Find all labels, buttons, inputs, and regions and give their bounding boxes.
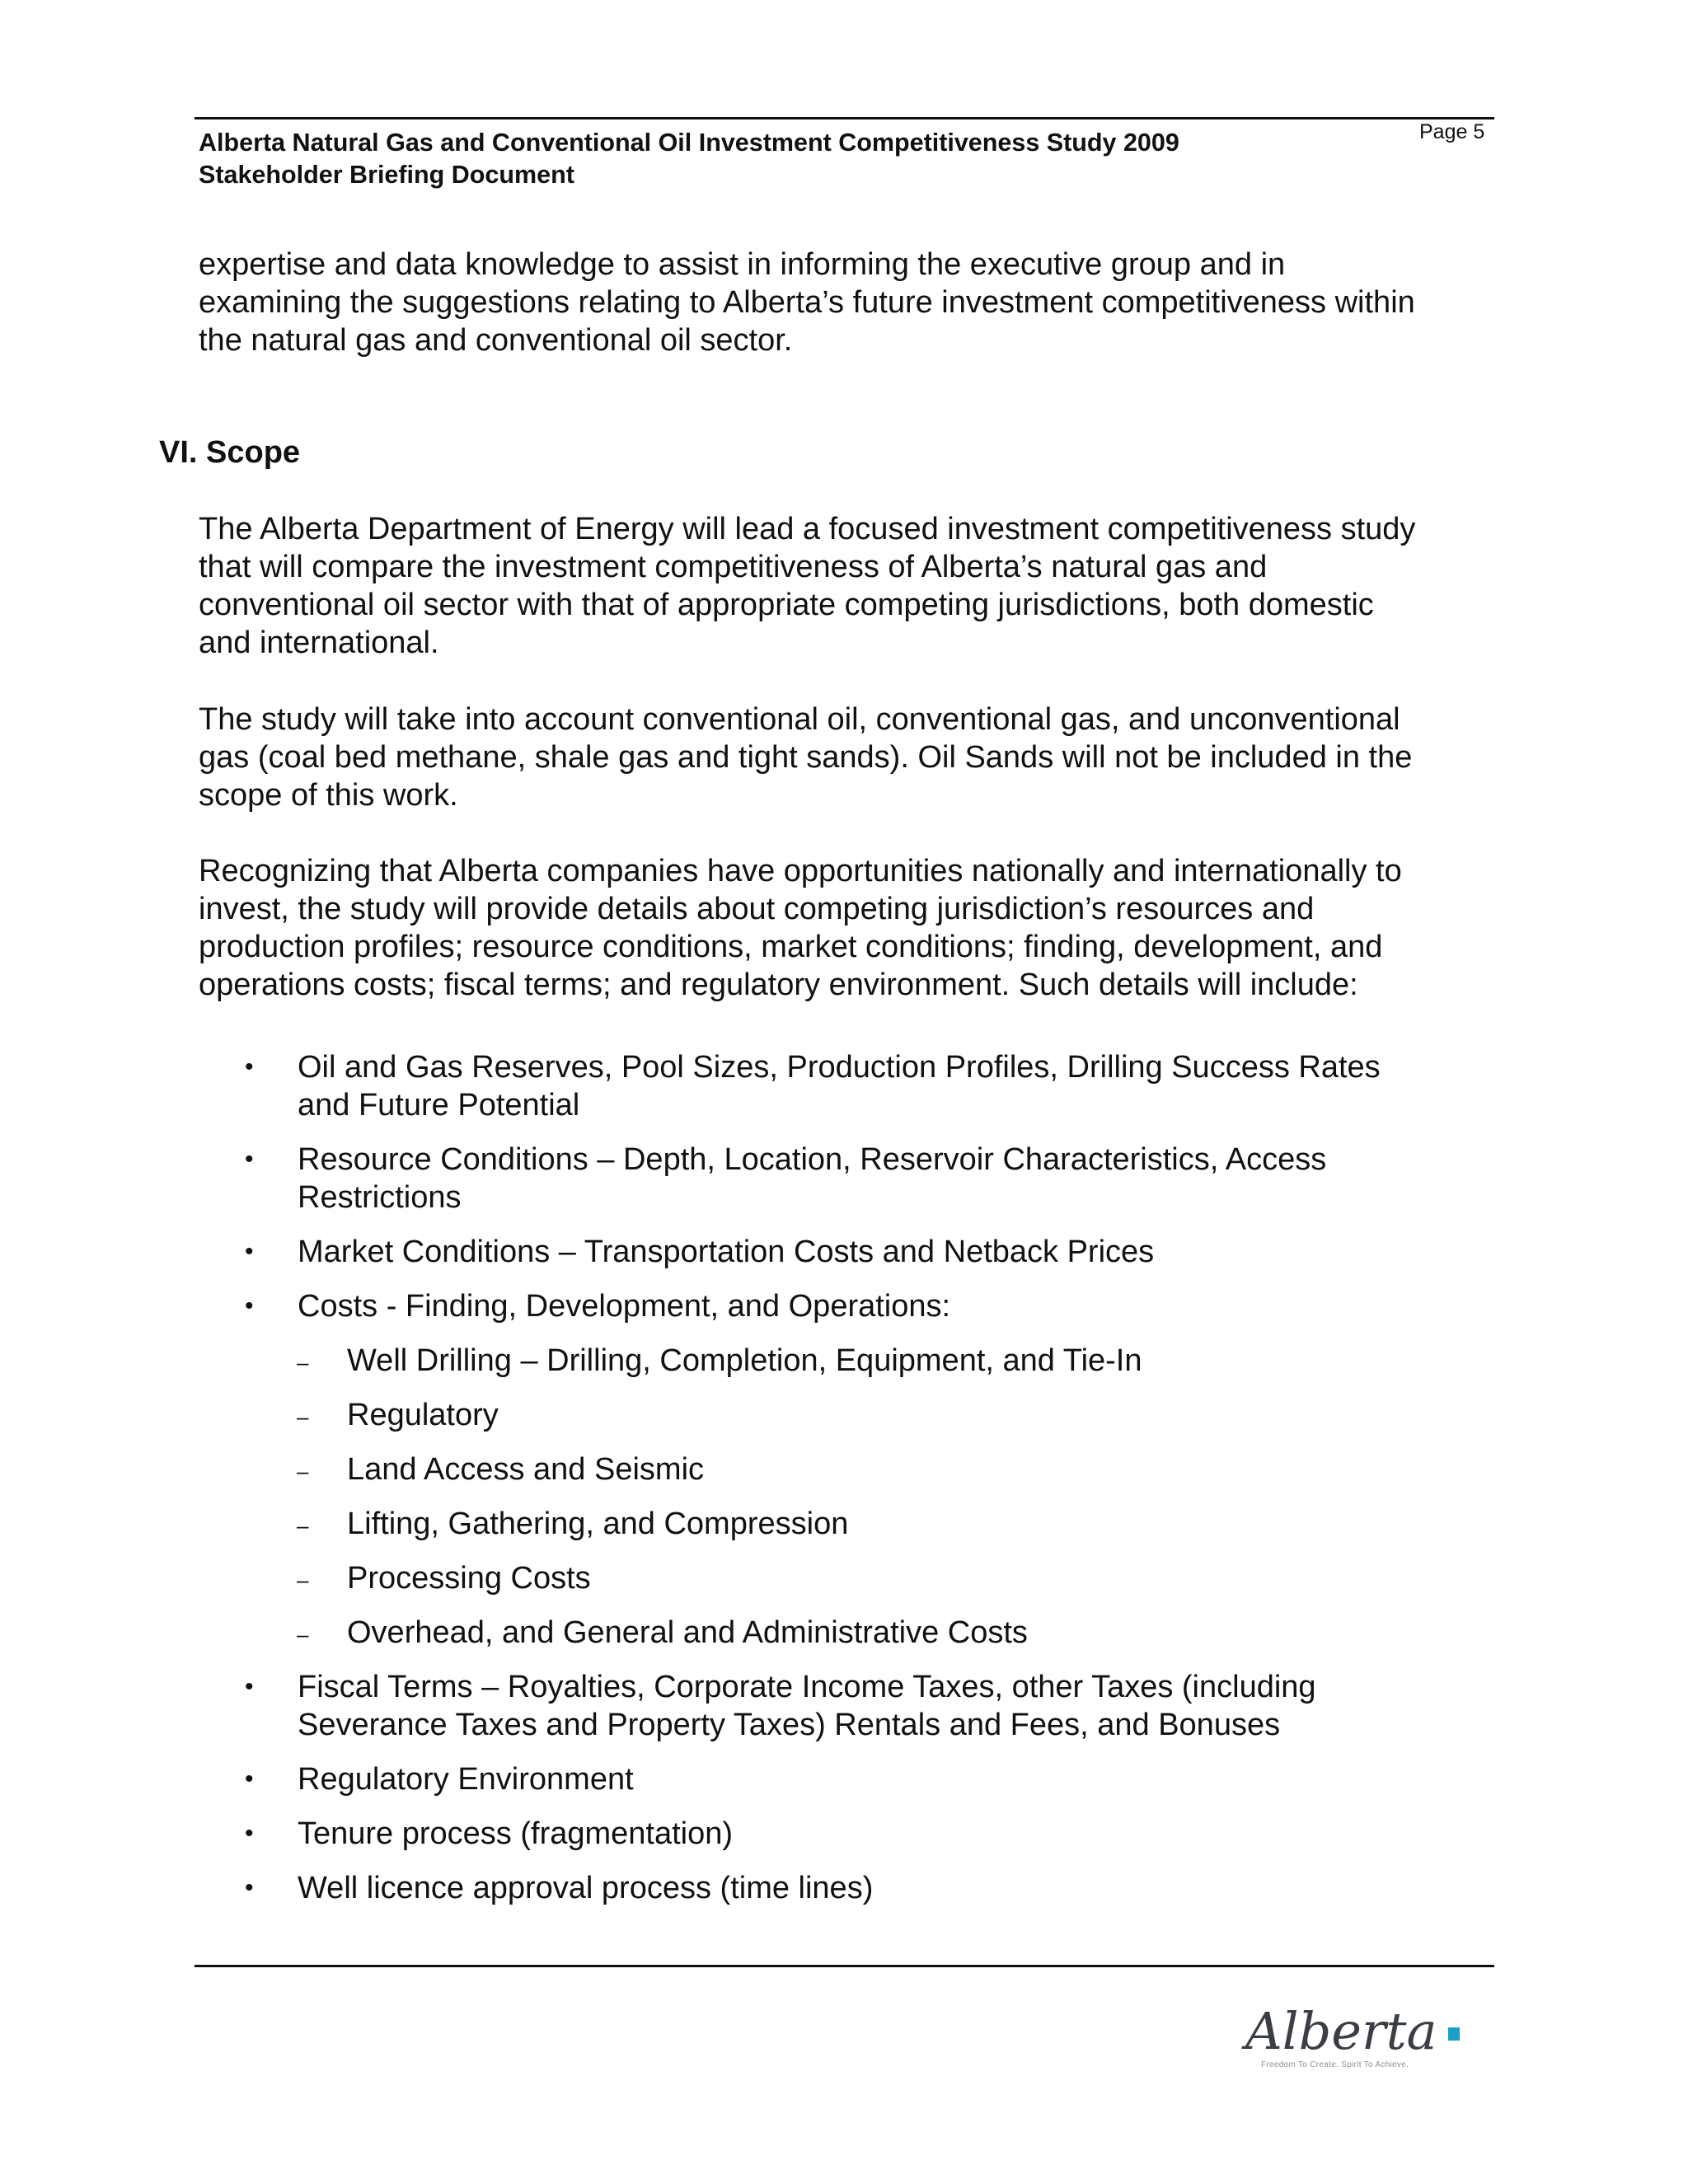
list-item bbox=[0, 1141, 1688, 1216]
list-item-text: Costs - Finding, Development, and Operations: bbox=[298, 1289, 951, 1324]
list-item-text: Restrictions bbox=[298, 1180, 462, 1215]
list-item bbox=[0, 1233, 1688, 1271]
sub-list-item bbox=[0, 1396, 1688, 1434]
text-line: operations costs; fiscal terms; and regulatory environment. Such details will include: bbox=[199, 968, 1358, 1002]
scope-paragraph-1 bbox=[199, 510, 1501, 662]
document-subtitle: Stakeholder Briefing Document bbox=[199, 161, 574, 189]
list-item-text: and Future Potential bbox=[298, 1088, 580, 1122]
document-title-line-1: Alberta Natural Gas and Conventional Oil Investment Competitiveness Study 2009 bbox=[199, 129, 1179, 157]
list-item-text: Resource Conditions – Depth, Location, Reservoir Characteristics, Access bbox=[298, 1142, 1327, 1177]
list-item bbox=[0, 1760, 1688, 1798]
logo-tagline: Freedom To Create. Spirit To Achieve. bbox=[1261, 2060, 1409, 2069]
sub-list-item bbox=[0, 1505, 1688, 1543]
list-item bbox=[0, 1815, 1688, 1853]
page-number: Page 5 bbox=[1419, 120, 1485, 143]
text-line: expertise and data knowledge to assist in informing the executive group and in bbox=[199, 247, 1286, 282]
text-line: conventional oil sector with that of appropriate competing jurisdictions, both domestic bbox=[199, 588, 1374, 622]
sub-list-item-text: Overhead, and General and Administrative Costs bbox=[347, 1615, 1028, 1650]
text-line: Recognizing that Alberta companies have opportunities nationally and internationally to bbox=[199, 854, 1402, 888]
footer-rule bbox=[195, 1965, 1494, 1967]
sub-list-item-text: Lifting, Gathering, and Compression bbox=[347, 1507, 849, 1541]
text-line: scope of this work. bbox=[199, 778, 458, 813]
list-item-text: Oil and Gas Reserves, Pool Sizes, Production Profiles, Drilling Success Rates bbox=[298, 1050, 1381, 1085]
bullet-icon: • bbox=[245, 1874, 254, 1901]
bullet-icon: • bbox=[245, 1146, 254, 1173]
scope-paragraph-2 bbox=[199, 701, 1501, 814]
sub-list-item-text: Processing Costs bbox=[347, 1561, 591, 1596]
list-item bbox=[0, 1869, 1688, 1907]
section-heading: VI. Scope bbox=[159, 435, 301, 470]
text-line: invest, the study will provide details about competing jurisdiction’s resources and bbox=[199, 892, 1315, 926]
dash-icon: – bbox=[297, 1404, 309, 1429]
text-line: production profiles; resource conditions, market conditions; finding, development, and bbox=[199, 930, 1383, 964]
logo-accent-square bbox=[1448, 2027, 1460, 2041]
text-line: the natural gas and conventional oil sector. bbox=[199, 323, 793, 358]
sub-list-item-text: Land Access and Seismic bbox=[347, 1452, 705, 1487]
list-item bbox=[0, 1668, 1688, 1744]
dash-icon: – bbox=[297, 1459, 309, 1483]
list-item-text: Fiscal Terms – Royalties, Corporate Income Taxes, other Taxes (including bbox=[298, 1670, 1316, 1704]
sub-list-item-text: Well Drilling – Drilling, Completion, Equipment, and Tie-In bbox=[347, 1343, 1142, 1378]
details-list bbox=[0, 1048, 1688, 1907]
dash-icon: – bbox=[297, 1568, 309, 1592]
list-item-text: Well licence approval process (time lines) bbox=[298, 1871, 874, 1905]
text-line: gas (coal bed methane, shale gas and tight sands). Oil Sands will not be included in the bbox=[199, 740, 1413, 775]
list-item-text: Regulatory Environment bbox=[298, 1762, 634, 1797]
scope-paragraph-3 bbox=[199, 852, 1501, 1004]
list-item-text: Severance Taxes and Property Taxes) Rentals and Fees, and Bonuses bbox=[298, 1708, 1281, 1742]
list-item bbox=[0, 1048, 1688, 1124]
dash-icon: – bbox=[297, 1350, 309, 1375]
document-title bbox=[199, 127, 1179, 191]
list-item-text: Market Conditions – Transportation Costs and Netback Prices bbox=[298, 1235, 1155, 1269]
sub-list-item bbox=[0, 1451, 1688, 1488]
bullet-icon: • bbox=[245, 1820, 254, 1847]
text-line: examining the suggestions relating to Alberta’s future investment competitiveness within bbox=[199, 285, 1415, 320]
bullet-icon: • bbox=[245, 1765, 254, 1793]
intro-paragraph bbox=[199, 246, 1501, 359]
sub-list-item bbox=[0, 1614, 1688, 1652]
dash-icon: – bbox=[297, 1513, 309, 1538]
header-rule bbox=[195, 117, 1494, 120]
sub-list-item bbox=[0, 1559, 1688, 1597]
logo-wordmark: Alberta bbox=[1245, 2001, 1437, 2061]
list-item-text: Tenure process (fragmentation) bbox=[298, 1816, 734, 1851]
text-line: and international. bbox=[199, 626, 439, 660]
bullet-icon: • bbox=[245, 1053, 254, 1080]
bullet-icon: • bbox=[245, 1238, 254, 1265]
dash-icon: – bbox=[297, 1622, 309, 1647]
bullet-icon: • bbox=[245, 1673, 254, 1700]
list-item bbox=[0, 1287, 1688, 1325]
sub-list-item-text: Regulatory bbox=[347, 1398, 499, 1432]
text-line: The Alberta Department of Energy will lead a focused investment competitiveness study bbox=[199, 512, 1416, 546]
bullet-icon: • bbox=[245, 1292, 254, 1319]
text-line: that will compare the investment competitiveness of Alberta’s natural gas and bbox=[199, 550, 1268, 584]
sub-list-item bbox=[0, 1342, 1688, 1380]
text-line: The study will take into account conventional oil, conventional gas, and unconventional bbox=[199, 702, 1400, 737]
